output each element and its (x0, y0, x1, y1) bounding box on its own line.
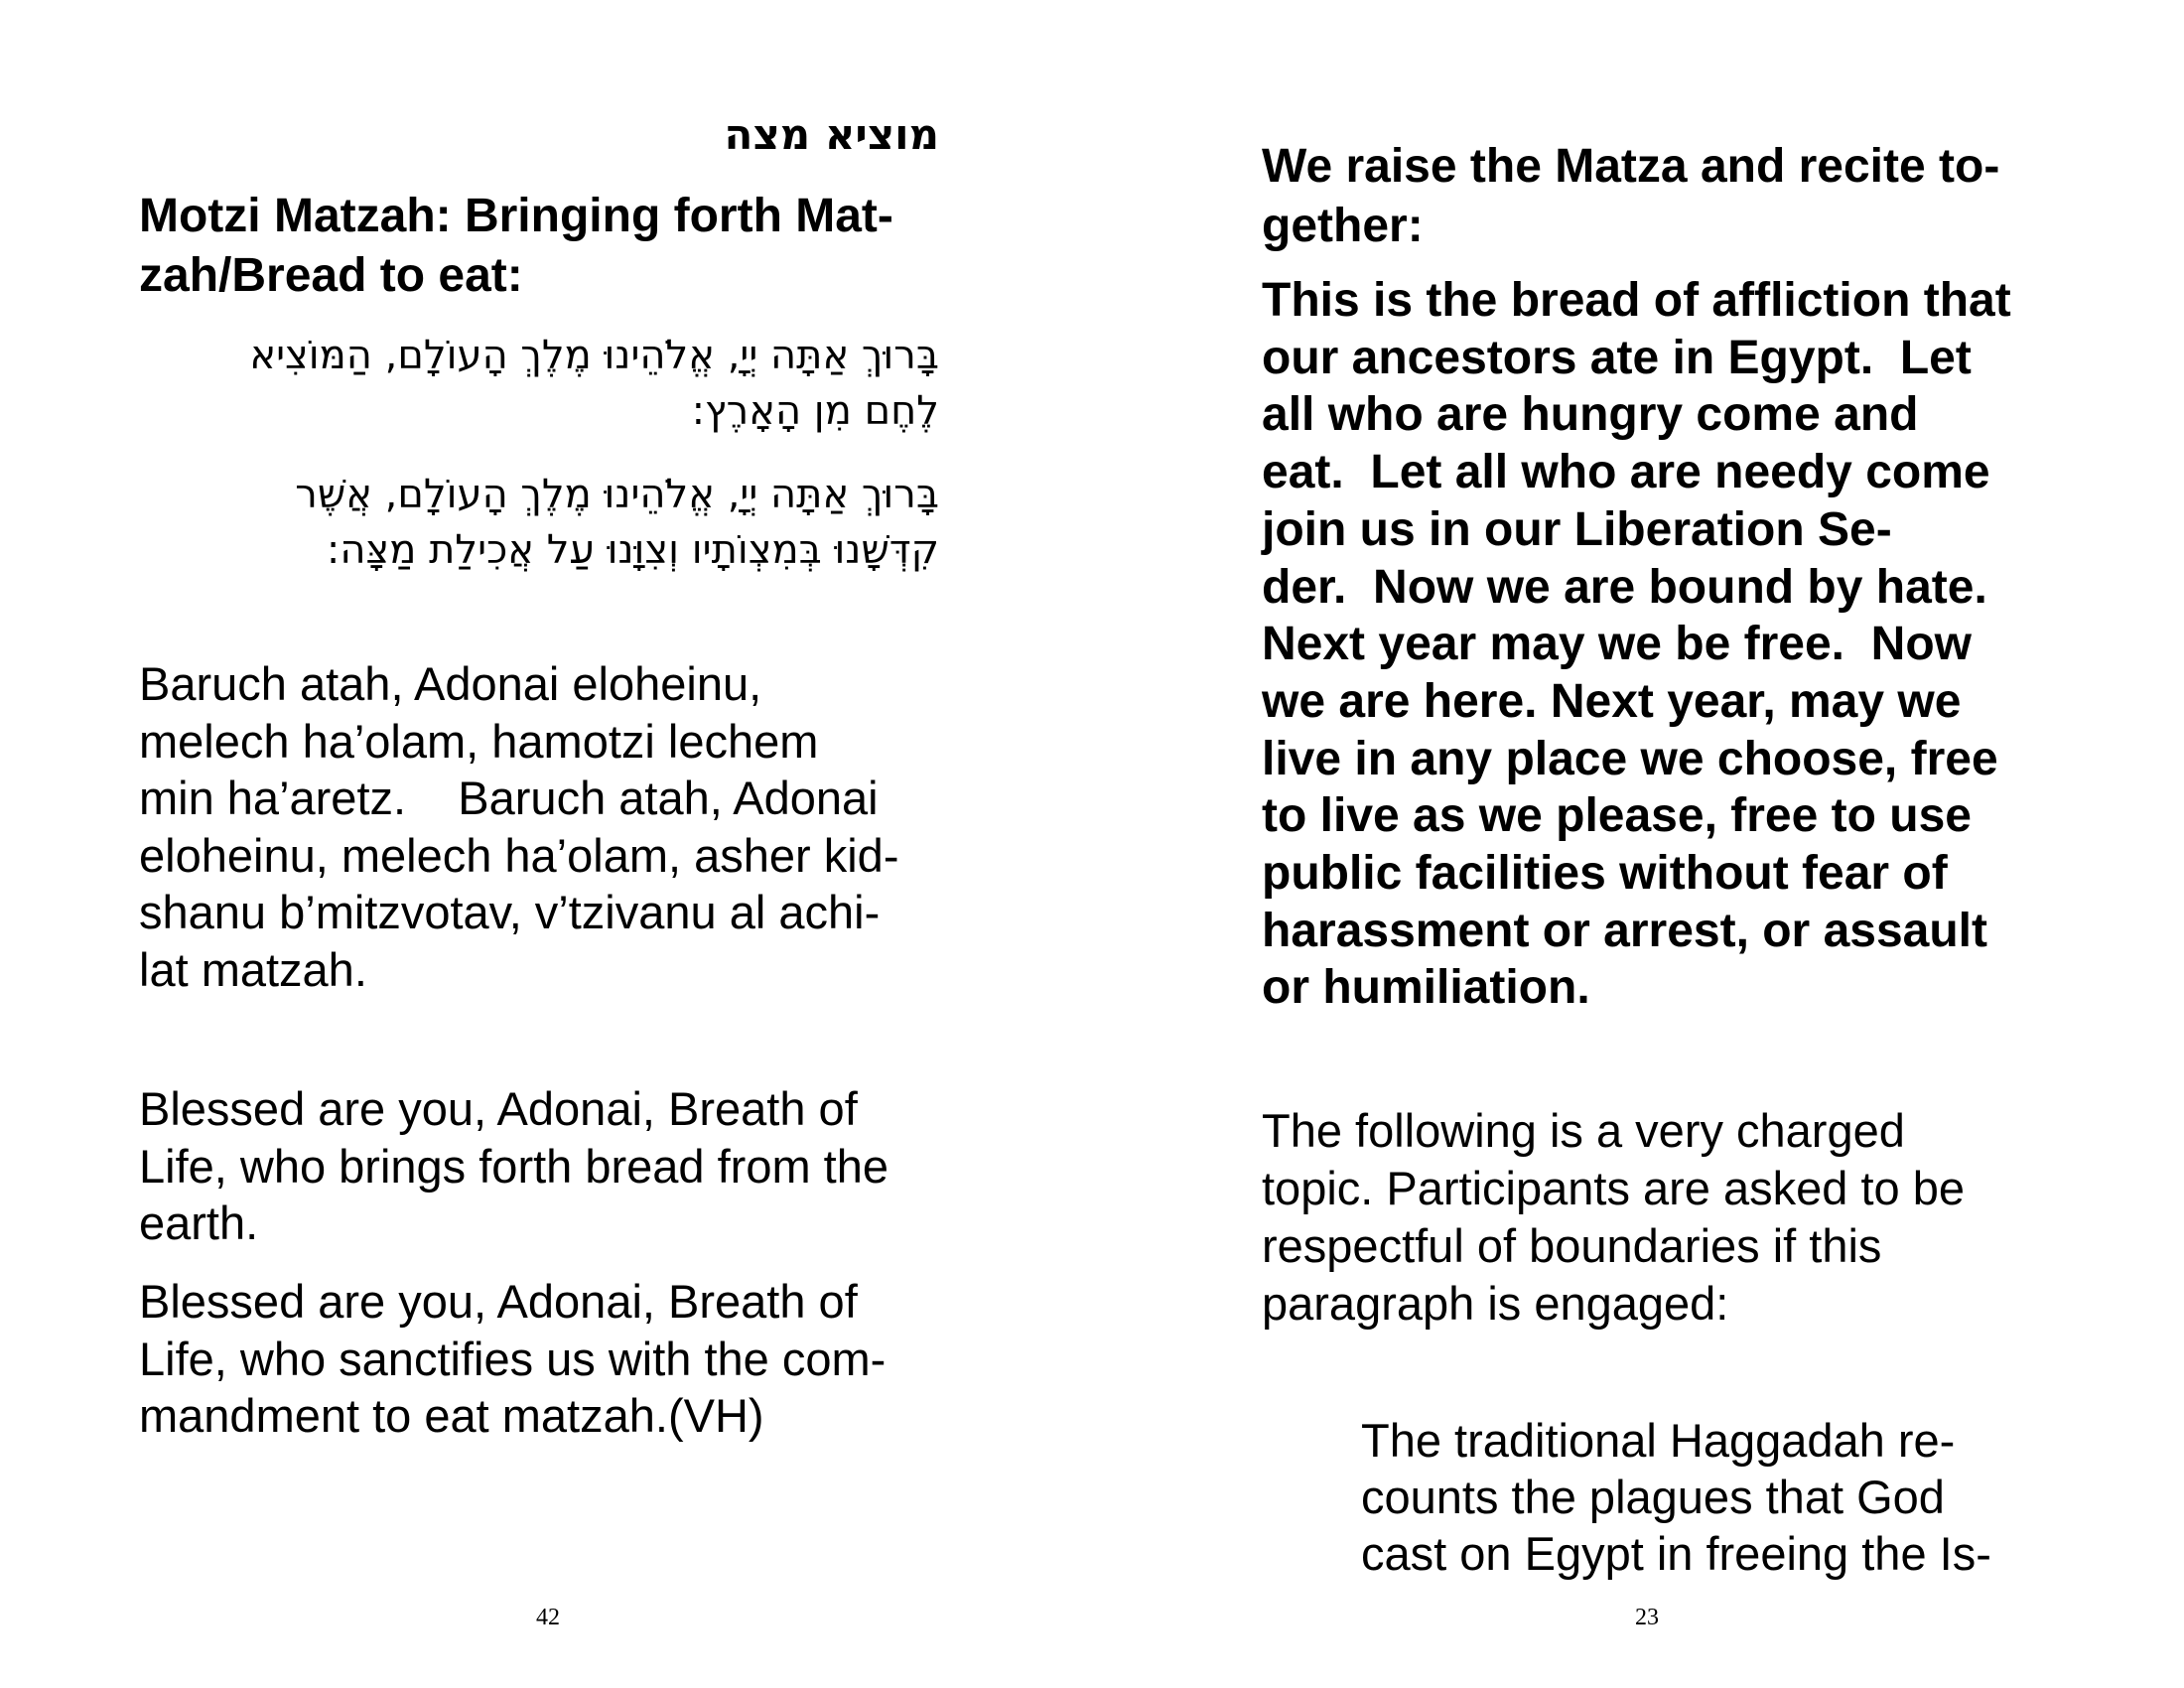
section-heading (139, 187, 953, 306)
text-line: mandment to eat matzah.(VH) (139, 1389, 764, 1442)
text-line: Baruch atah, Adonai eloheinu, (139, 657, 762, 710)
hebrew-blessing-bread (139, 328, 939, 439)
text-line: public facilities without fear of (1262, 847, 1948, 901)
text-line: The traditional Haggadah re- (1361, 1414, 1956, 1467)
text-line: min ha’aretz. Baruch atah, Adonai (139, 772, 879, 824)
hebrew-section-title: מוציא מצה (724, 110, 939, 159)
text-line: to live as we please, free to use (1262, 789, 1972, 843)
text-line: earth. (139, 1196, 259, 1249)
text-line: Life, who brings forth bread from the (139, 1139, 889, 1193)
haggadah-plagues-paragraph (1361, 1412, 2076, 1582)
heading-line: zah/Bread to eat: (139, 249, 523, 302)
text-line: eat. Let all who are needy come (1262, 446, 1990, 499)
text-line: We raise the Matza and recite to- (1262, 140, 2000, 193)
text-line: paragraph is engaged: (1262, 1277, 1729, 1330)
translation-bread-paragraph (139, 1080, 963, 1252)
text-line: This is the bread of affliction that (1262, 274, 2011, 327)
hebrew-blessing-matzah (139, 467, 939, 578)
text-line: harassment or arrest, or assault (1262, 904, 1987, 957)
text-line: eloheinu, melech ha’olam, asher kid- (139, 828, 899, 882)
text-line: our ancestors ate in Egypt. Let (1262, 331, 1972, 384)
hebrew-line: בָּרוּךְ אַתָּה יְיָ, אֱלֹהֵינוּ מֶלֶךְ הָעוֹלָם, הַמּוֹצִיא (249, 333, 939, 378)
text-line: respectful of boundaries if this (1262, 1219, 1882, 1272)
text-line: live in any place we choose, free (1262, 732, 1998, 785)
page-number: 23 (1635, 1605, 1659, 1630)
recitation-intro (1262, 137, 2116, 256)
transliteration-paragraph (139, 655, 963, 998)
text-line: Blessed are you, Adonai, Breath of (139, 1082, 858, 1135)
hebrew-line: לֶחֶם מִן הָאָרֶץ: (691, 388, 939, 434)
text-line: counts the plagues that God (1361, 1471, 1945, 1523)
text-line: Blessed are you, Adonai, Breath of (139, 1275, 858, 1328)
text-line: melech ha’olam, hamotzi lechem (139, 714, 819, 768)
text-line: all who are hungry come and (1262, 388, 1919, 442)
bread-of-affliction-paragraph (1262, 272, 2135, 1017)
right-page (1092, 0, 2184, 1688)
text-line: The following is a very charged (1262, 1104, 1905, 1157)
text-line: join us in our Liberation Se- (1262, 502, 1892, 556)
hebrew-line: בָּרוּךְ אַתָּה יְיָ, אֱלֹהֵינוּ מֶלֶךְ הָעוֹלָם, אֲשֶׁר (295, 472, 939, 517)
page-number: 42 (536, 1605, 560, 1630)
text-line: gether: (1262, 200, 1424, 252)
text-line: Next year may we be free. Now (1262, 618, 1972, 671)
text-line: shanu b’mitzvotav, v’tzivanu al achi- (139, 886, 881, 938)
text-line: cast on Egypt in freeing the Is- (1361, 1527, 1991, 1580)
text-line: we are here. Next year, may we (1262, 674, 1962, 728)
charged-topic-paragraph (1262, 1102, 2086, 1333)
text-line: Life, who sanctifies us with the com- (139, 1332, 887, 1385)
hebrew-line: קִדְּשָׁנוּ בְּמִצְוֹתָיו וְצִוָּנוּ עַל אֲכִילַת מַצָּה: (326, 527, 939, 573)
translation-matzah-paragraph (139, 1273, 963, 1445)
heading-line: Motzi Matzah: Bringing forth Mat- (139, 190, 893, 242)
text-line: der. Now we are bound by hate. (1262, 560, 1987, 614)
text-line: or humiliation. (1262, 961, 1590, 1015)
text-line: lat matzah. (139, 942, 367, 996)
text-line: topic. Participants are asked to be (1262, 1162, 1966, 1214)
